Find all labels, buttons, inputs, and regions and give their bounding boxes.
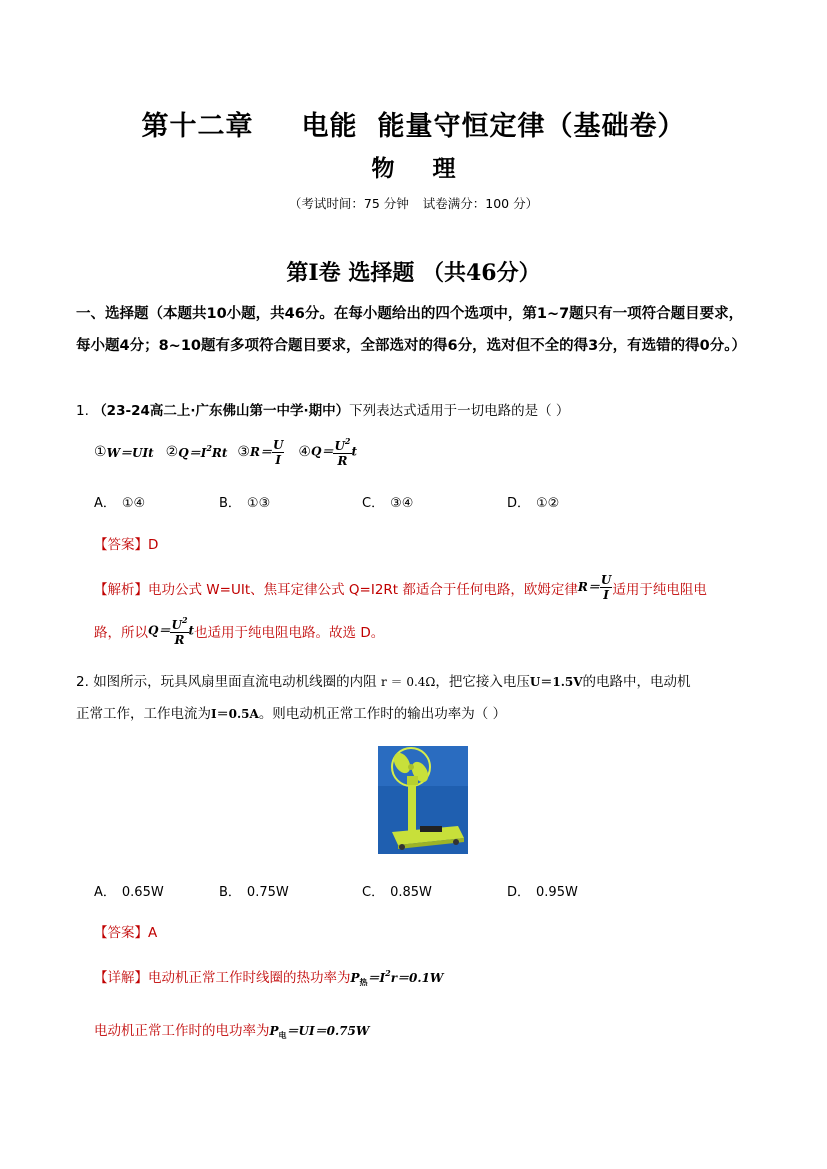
q2-detail-line-2: 电动机正常工作时的电功率为$P_电=UI=0.75W$	[94, 1023, 370, 1040]
current-value: I＝0.5A	[211, 707, 259, 721]
subject-title	[0, 150, 827, 183]
analysis-tag: 【解析】	[94, 581, 148, 598]
section-instructions: 一、选择题（本题共10小题，共46分。在每小题给出的四个选项中，第1~7题只有一项符合题目要求，每小题4分；8~10题有多项符合题目要求，全部选对的得6分，选对但不全的得3分，有选错的得0分。）	[76, 306, 747, 354]
q1-option-c[interactable]: C． ③④	[362, 496, 414, 511]
chapter-label: 第十二章	[141, 111, 254, 142]
voltage-value: U＝1.5V	[529, 675, 583, 689]
question-2-stem-line-1: 2. 如图所示，玩具风扇里面直流电动机线圈的内阻 r ＝ 0.4Ω，把它接入电压U＝1.5V的电路中，电动机	[76, 674, 691, 690]
exam-info	[0, 194, 827, 212]
subject-char-2: 理	[432, 155, 456, 182]
electric-power-formula: $P_电=UI=0.75W$	[269, 1024, 370, 1040]
q2-option-b[interactable]: B． 0.75W	[219, 885, 289, 900]
q2-detail-line-1: 【详解】电动机正常工作时线圈的热功率为$P_热=I^2r=0.1W$	[94, 968, 444, 987]
formula-4: Q＝ $\frac{U^2}{R}$ t	[310, 436, 358, 468]
question-2-stem-line-2: 正常工作，工作电流为I＝0.5A。则电动机正常工作时的输出功率为（ ）	[76, 706, 507, 722]
title-part2: 能量守恒定律（基础卷）	[377, 111, 686, 142]
subject-char-1: 物	[371, 155, 395, 182]
q1-option-d[interactable]: D． ①②	[507, 496, 560, 511]
formula-2: $Q=I^2Rt$	[178, 443, 228, 460]
formula-1: W＝UIt	[106, 445, 154, 460]
question-number: 1.	[76, 403, 89, 419]
exam-time: （考试时间：75 分钟	[288, 196, 409, 211]
q2-answer	[94, 921, 157, 941]
q2-option-a[interactable]: A． 0.65W	[94, 885, 164, 900]
question-number: 2.	[76, 674, 89, 690]
heat-power-formula: $P_热=I^2r=0.1W$	[350, 968, 444, 987]
toy-fan-photo	[378, 746, 468, 854]
question-1-formulas	[94, 437, 357, 467]
q1-answer	[94, 533, 158, 553]
q1-option-a[interactable]: A． ①④	[94, 496, 146, 511]
question-text: 下列表达式适用于一切电路的是（ ）	[349, 403, 570, 419]
formula-marker: ③	[237, 444, 250, 460]
resistance-value: r ＝ 0.4Ω	[380, 675, 436, 689]
formula-3: R＝ $\frac{U}{I}$	[249, 437, 284, 467]
title-part1: 电能	[301, 111, 358, 142]
section-title: 第Ⅰ卷 选择题 （共46分）	[286, 260, 541, 286]
q1-option-b[interactable]: B． ①③	[219, 496, 271, 511]
q1-analysis-line-1: 【解析】 电功公式 W=UIt、焦耳定律公式 Q=I2Rt 都适合于任何电路，欧姆定律 R＝ $\frac{U}{I}$ 适用于纯电阻电	[94, 573, 707, 602]
question-source: （23-24高二上·广东佛山第一中学·期中）	[93, 403, 350, 419]
formula-marker: ①	[94, 444, 107, 460]
q2-option-d[interactable]: D． 0.95W	[507, 885, 578, 900]
answer-value: A	[148, 925, 158, 941]
formula-marker: ④	[298, 444, 311, 460]
full-score: 试卷满分：100 分）	[422, 196, 539, 211]
power-formula: Q＝ $\frac{U^2}{R}$ t	[148, 615, 195, 647]
chapter-title	[0, 104, 827, 143]
answer-tag: 【答案】	[94, 925, 148, 941]
question-1-stem	[76, 399, 569, 419]
answer-tag: 【答案】	[94, 537, 148, 553]
q2-option-c[interactable]: C． 0.85W	[362, 885, 432, 900]
formula-marker: ②	[165, 444, 179, 460]
answer-value: D	[148, 537, 159, 553]
detail-tag: 【详解】	[94, 970, 148, 986]
q1-analysis-line-2: 路，所以 Q＝ $\frac{U^2}{R}$ t 也适用于纯电阻电路。故选 D。	[94, 615, 385, 647]
ohm-law-formula: R＝ $\frac{U}{I}$	[577, 573, 612, 602]
